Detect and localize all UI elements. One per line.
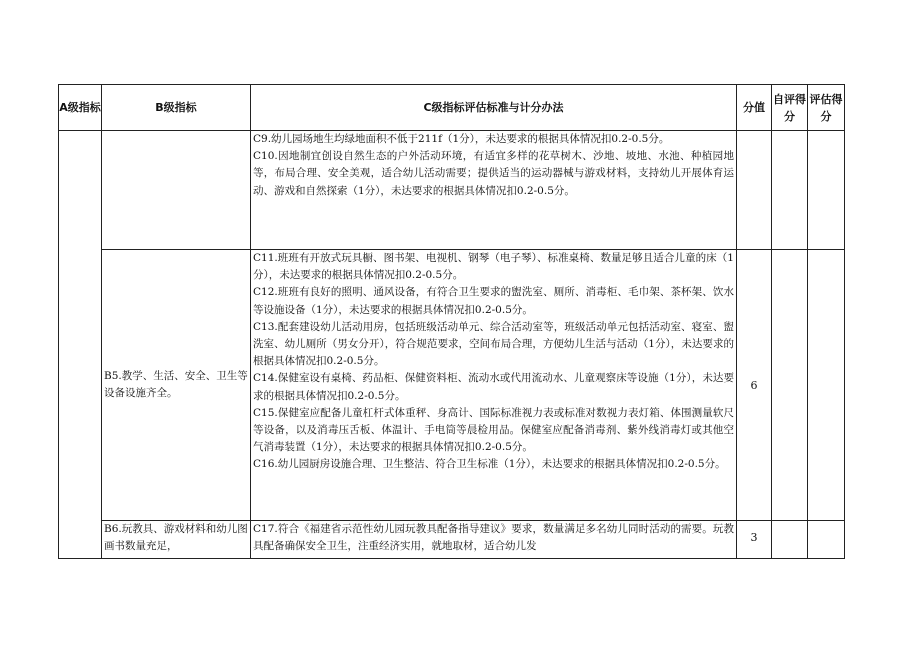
b-level-cell: B6.玩教具、游戏材料和幼儿图画书数量充足， <box>102 521 251 559</box>
score-cell <box>737 131 772 250</box>
evaluation-table <box>58 84 845 559</box>
table-row <box>59 250 845 521</box>
criterion-c14: C14.保健室设有桌椅、药品柜、保健资料柜、流动水或代用流动水、儿童观察床等设施（1分），未达要求的根据具体情况扣0.2-0.5分。 <box>253 372 734 402</box>
criterion-c12: C12.班班有良好的照明、通风设备，有符合卫生要求的盥洗室、厕所、消毒柜、毛巾架、茶杯架、饮水等设施设备（1分），未达要求的根据具体情况扣0.2-0.5分。 <box>253 286 734 316</box>
eval-score-cell <box>808 521 845 559</box>
score-cell: 3 <box>737 521 772 559</box>
score-cell: 6 <box>737 250 772 521</box>
header-self-score: 自评得分 <box>772 85 808 131</box>
criterion-c15: C15.保健室应配备儿童杠杆式体重秤、身高计、国际标准视力表或标准对数视力表灯箱、体围测量软尺等设备，以及消毒压舌板、体温计、手电筒等晨检用品。保健室应配备消毒剂、紫外线消毒灯或其他空气消毒装置（1分），未达要求的根据具体情况扣0.2-0.5分。 <box>253 406 734 454</box>
table-row <box>59 131 845 250</box>
criterion-c17: C17.符合《福建省示范性幼儿园玩教具配备指导建议》要求，数量满足多名幼儿同时活动的需要。玩教具配备确保安全卫生，注重经济实用，就地取材，适合幼儿发 <box>253 523 734 553</box>
self-score-cell <box>772 131 808 250</box>
header-a-level: A级指标 <box>59 85 102 131</box>
eval-score-cell <box>808 131 845 250</box>
b-level-cell: B5.教学、生活、安全、卫生等设备设施齐全。 <box>102 250 251 521</box>
self-score-cell <box>772 250 808 521</box>
header-eval-score: 评估得分 <box>808 85 845 131</box>
header-score: 分值 <box>737 85 772 131</box>
header-row <box>59 85 845 131</box>
table-row <box>59 521 845 559</box>
eval-score-cell <box>808 250 845 521</box>
c-level-cell <box>251 131 737 250</box>
evaluation-table-wrapper <box>58 84 845 559</box>
criterion-c9: C9.幼儿园场地生均绿地面积不低于211f（1分），未达要求的根据具体情况扣0.2-0.5分。 <box>253 133 670 145</box>
c-level-cell <box>251 250 737 521</box>
header-b-level: B级指标 <box>102 85 251 131</box>
criterion-c10: C10.因地制宜创设自然生态的户外活动环境，有适宜多样的花草树木、沙地、坡地、水池、种植园地等，布局合理、安全美观，适合幼儿活动需要；提供适当的运动器械与游戏材料，支持幼儿开展体育运动、游戏和自然探索（1分），未达要求的根据具体情况扣0.2-0.5分。 <box>253 150 734 197</box>
criterion-c13: C13.配套建设幼儿活动用房，包括班级活动单元、综合活动室等，班级活动单元包括活动室、寝室、盥洗室、幼儿厕所（男女分开），符合规范要求，空间布局合理，方便幼儿生活与活动（1分），未达要求的根据具体情况扣0.2-0.5分。 <box>253 320 734 368</box>
criterion-c11: C11.班班有开放式玩具橱、图书架、电视机、钢琴（电子琴）、标准桌椅、数量足够且适合儿童的床（1分），未达要求的根据具体情况扣0.2-0.5分。 <box>253 252 734 282</box>
a-level-cell <box>59 131 102 559</box>
c-level-cell <box>251 521 737 559</box>
header-c-level: C级指标评估标准与计分办法 <box>251 85 737 131</box>
b-level-cell <box>102 131 251 250</box>
criterion-c16: C16.幼儿园厨房设施合理、卫生整洁、符合卫生标准（1分），未达要求的根据具体情况扣0.2-0.5分。 <box>253 458 726 471</box>
self-score-cell <box>772 521 808 559</box>
